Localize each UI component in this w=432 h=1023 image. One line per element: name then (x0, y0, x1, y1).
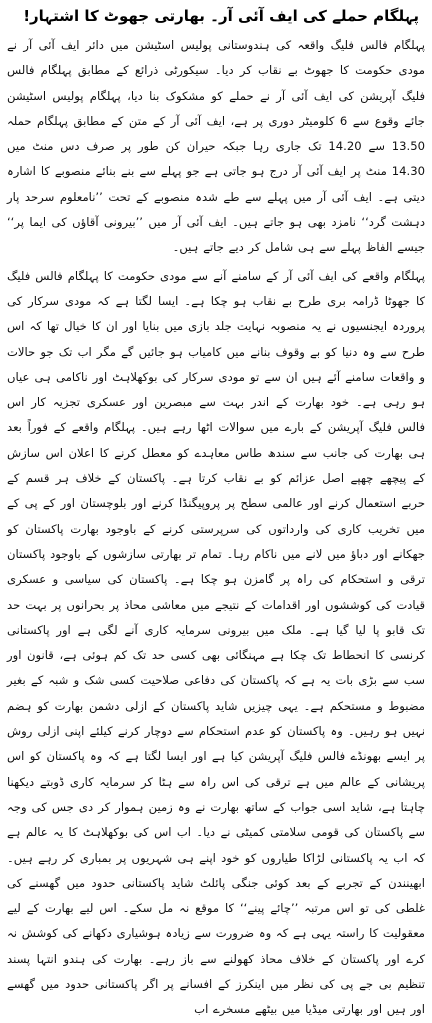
article-paragraph-2: پہلگام واقعے کی ایف آئی آر کے سامنے آنے سے مودی حکومت کا پہلگام فالس فلیگ کا جھوٹا ڈرامہ بری طرح بے نقاب ہو چکا ہے۔ ایسا لگتا ہے کہ مودی سرکار کی پروردہ ایجنسیوں نے یہ منصوبہ نہایت جلد بازی میں بنایا اور ان کا خیال تھا کہ اس طرح سے وہ دنیا کو بے وقوف بنانے میں کامیاب ہو جائیں گے مگر اب تک جو حالات و واقعات سامنے آئے ہیں ان سے تو مودی سرکار کی بوکھلاہٹ اور ناکامی ہی عیاں ہو رہی ہے۔ خود بھارت کے اندر بہت سے مبصرین اور عسکری تجزیہ کار اس فالس فلیگ آپریشن کے بارے میں سوالات اٹھا رہے ہیں۔ پہلگام واقعے کے فوراً بعد ہی بھارت کی جانب سے سندھ طاس معاہدے کو معطل کرنے کا اعلان اس سازش کے پیچھے چھپے اصل عزائم کو بے نقاب کرتا ہے۔ پاکستان کے خلاف ہر قسم کے حربے استعمال کرنے اور عالمی سطح پر پروپیگنڈا کرنے اور بلوچستان اور کے پی کے میں تخریب کاری کی وارداتوں کی سرپرستی کرنے کے باوجود بھارت پاکستان کو جھکانے اور دباؤ میں لانے میں ناکام رہا۔ تمام تر بھارتی سازشوں کے باوجود پاکستان ترقی و استحکام کی راہ پر گامزن ہو چکا ہے۔ پاکستان کی سیاسی و عسکری قیادت کی کوششوں اور اقدامات کے نتیجے میں معاشی محاذ پر بحرانوں پر بہت حد تک قابو پا لیا گیا ہے۔ ملک میں بیرونی سرمایہ کاری آنے لگی ہے اور پاکستانی کرنسی کا انحطاط تک چکا ہے مہنگائی بھی کسی حد تک کم ہوئی ہے، قانون اور سب سے بڑی بات یہ ہے کہ پاکستان کی دفاعی صلاحیت کسی شک و شبہ کے بغیر مضبوط و مستحکم ہے۔ یہی چیزیں شاید پاکستان کے ازلی دشمن بھارت کو ہضم نہیں ہو رہیں۔ وہ پاکستان کو عدم استحکام سے دوچار کرنے کیلئے اپنی ازلی روش پر ایسے بھونڈے فالس فلیگ آپریشن کیا ہے اور ایسا لگتا ہے کہ وہ پاکستان کو اس پریشانی کے عالم میں ہے ترقی کی اس راہ سے ہٹا کر سرمایہ کاری ڈوبتے دیکھنا چاہتا ہے، شاید اسی جواب کے ساتھ بھارت نے وہ زمین ہموار کر دی جس کی وجہ سے پاکستان کی قومی سلامتی کمیٹی نے دیا۔ اب اس کی بوکھلاہٹ کا یہ عالم ہے کہ اب یہ پاکستانی لڑاکا طیاروں کو خود اپنے ہی شہریوں پر بمباری کر رہے ہیں۔ ابھینندن کے تجربے کے بعد کوئی جنگی پائلٹ شاید پاکستانی حدود میں گھسنے کی غلطی کی تو اس مرتبہ ’’چائے پینے‘‘ کا موقع نہ مل سکے۔ اس لیے بھارت کے لیے معقولیت کا راستہ یہی ہے کہ وہ ضرورت سے زیادہ ہوشیاری دکھانے کی کوشش نہ کرے اور پاکستان کے خلاف محاذ کھولنے سے باز رہے۔ بھارت کی ہندو انتہا پسند تنظیم بی جے پی کی نظر میں اینکرز کے افسانے پر اگر پاکستانی حدود میں گھسے اور ہیں اور بھارتی میڈیا میں بیٹھے مسخرے اب (7, 268, 425, 1017)
article-body (7, 33, 425, 1023)
article-headline: پہلگام حملے کی ایف آئی آر۔ بھارتی جھوٹ کا اشتہار! (23, 7, 419, 25)
article-paragraph-1: پہلگام فالس فلیگ واقعہ کی ہندوستانی پولیس اسٹیشن میں دائر ایف آئی آر نے مودی حکومت کا جھوٹ بے نقاب کر دیا۔ سیکورٹی ذرائع کے مطابق پہلگام فالس فلیگ آپریشن کی ایف آئی آر نے حملے کو مشکوک بنا دیا، پہلگام پولیس اسٹیشن جائے وقوع سے 6 کلومیٹر دوری پر ہے، ایف آئی آر کے متن کے مطابق پہلگام حملہ 13.50 سے 14.20 تک جاری رہا جبکہ حیران کن طور پر صرف دس منٹ میں 14.30 منٹ پر ایف آئی آر درج ہو جاتی ہے جو پہلے سے بنے بنائے منصوبے کا اشارہ دیتی ہے۔ ایف آئی آر میں پہلے سے طے شدہ منصوبے کے تحت ’’نامعلوم سرحد پار دہشت گرد‘‘ نامزد بھی ہو جاتے ہیں۔ ایف آئی آر میں ’’بیرونی آقاؤں کی ایما پر‘‘ جیسے الفاظ پہلے سے ہی شامل کر دیے جاتے ہیں۔ (7, 38, 425, 255)
